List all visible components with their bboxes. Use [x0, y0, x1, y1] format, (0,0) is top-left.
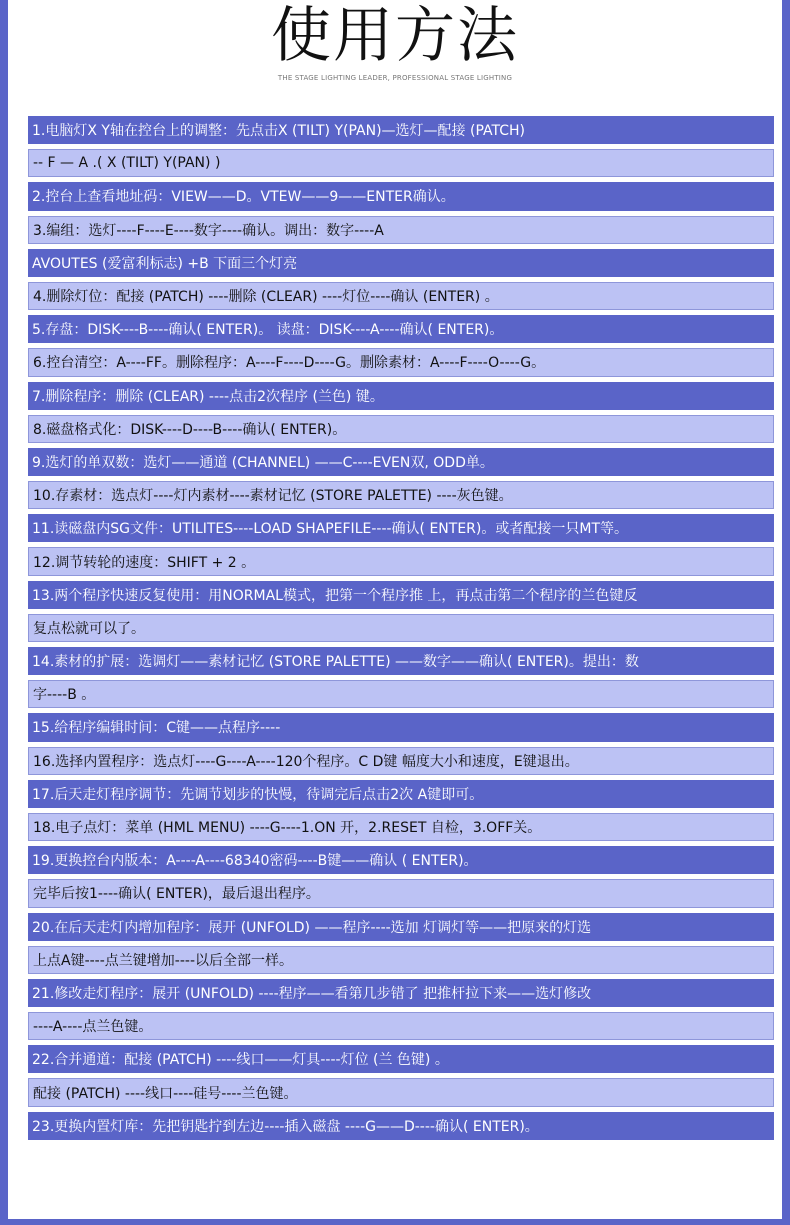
instruction-row — [28, 182, 774, 210]
instruction-text: 8.磁盘格式化：DISK----D----B----确认( ENTER)。 — [33, 421, 347, 438]
left-border — [0, 0, 8, 1225]
instruction-row — [28, 713, 774, 741]
instruction-row — [28, 315, 774, 343]
instruction-text: 21.修改走灯程序：展开 (UNFOLD) ----程序——看第几步错了 把推杆拉下来——选灯修改 — [32, 985, 592, 1002]
instruction-row — [28, 216, 774, 244]
instruction-row — [28, 913, 774, 941]
instruction-text: 完毕后按1----确认( ENTER)，最后退出程序。 — [33, 886, 320, 903]
instruction-text: 22.合并通道：配接 (PATCH) ----线口——灯具----灯位 (兰 色键) 。 — [32, 1052, 449, 1069]
instruction-row — [28, 1012, 774, 1040]
instruction-row — [28, 614, 774, 642]
instruction-row — [28, 846, 774, 874]
instruction-text: 12.调节转轮的速度：SHIFT + 2 。 — [33, 554, 256, 571]
instruction-row — [28, 382, 774, 410]
instruction-row — [28, 249, 774, 277]
instruction-row — [28, 979, 774, 1007]
instruction-text: -- F — A .( X (TILT) Y(PAN) ) — [33, 155, 221, 172]
instruction-text: 15.给程序编辑时间：C键——点程序---- — [32, 720, 281, 737]
instruction-row — [28, 747, 774, 775]
instruction-text: AVOUTES (爱富利标志) +B 下面三个灯亮 — [32, 255, 298, 272]
instruction-text: 上点A键----点兰键增加----以后全部一样。 — [33, 952, 293, 969]
instruction-row — [28, 415, 774, 443]
instruction-row — [28, 879, 774, 907]
instruction-row — [28, 581, 774, 609]
instruction-row — [28, 1045, 774, 1073]
instruction-row — [28, 481, 774, 509]
instruction-row — [28, 514, 774, 542]
instruction-row — [28, 547, 774, 575]
instruction-text: 23.更换内置灯库：先把钥匙拧到左边----插入磁盘 ----G——D----确认( ENTER)。 — [32, 1118, 539, 1135]
instruction-list — [28, 116, 774, 1145]
instruction-row — [28, 647, 774, 675]
instruction-text: 16.选择内置程序：选点灯----G----A----120个程序。C D键 幅度大小和速度，E键退出。 — [33, 753, 579, 770]
instruction-text: 3.编组：选灯----F----E----数字----确认。调出：数字----A — [33, 222, 384, 239]
instruction-text: 11.读磁盘内SG文件：UTILITES----LOAD SHAPEFILE----确认( ENTER)。或者配接一只MT等。 — [32, 521, 628, 538]
instruction-row — [28, 448, 774, 476]
instruction-row — [28, 149, 774, 177]
instruction-text: 字----B 。 — [33, 687, 96, 704]
instruction-row — [28, 680, 774, 708]
instruction-text: 20.在后天走灯内增加程序：展开 (UNFOLD) ——程序----选加 灯调灯等——把原来的灯选 — [32, 919, 592, 936]
instruction-row — [28, 282, 774, 310]
instruction-text: 14.素材的扩展：选调灯——素材记忆 (STORE PALETTE) ——数字——确认( ENTER)。提出：数 — [32, 654, 639, 671]
page-title: 使用方法 — [271, 1, 519, 71]
instruction-row — [28, 813, 774, 841]
instruction-text: 9.选灯的单双数：选灯——通道 (CHANNEL) ——C----EVEN双, ODD单。 — [32, 454, 494, 471]
instruction-row — [28, 348, 774, 376]
instruction-row — [28, 780, 774, 808]
bottom-border — [8, 1219, 782, 1225]
instruction-text: 2.控台上查看地址码：VIEW——D。VTEW——9——ENTER确认。 — [32, 189, 455, 206]
page-subtitle: THE STAGE LIGHTING LEADER, PROFESSIONAL STAGE LIGHTING — [277, 74, 513, 82]
instruction-text: 7.删除程序：删除 (CLEAR) ----点击2次程序 (兰色) 键。 — [32, 388, 384, 405]
instruction-text: ----A----点兰色键。 — [33, 1019, 153, 1036]
header — [8, 0, 782, 110]
instruction-text: 4.删除灯位：配接 (PATCH) ----删除 (CLEAR) ----灯位----确认 (ENTER) 。 — [33, 289, 499, 306]
instruction-text: 13.两个程序快速反复使用：用NORMAL模式，把第一个程序推 上，再点击第二个程序的兰色键反 — [32, 587, 638, 604]
instruction-text: 19.更换控台内版本：A----A----68340密码----B键——确认 ( ENTER)。 — [32, 853, 478, 870]
instruction-row — [28, 1078, 774, 1106]
instruction-text: 1.电脑灯X Y轴在控台上的调整：先点击X (TILT) Y(PAN)—选灯—配接 (PATCH) — [32, 123, 525, 140]
instruction-text: 配接 (PATCH) ----线口----硅号----兰色键。 — [33, 1085, 298, 1102]
instruction-text: 5.存盘：DISK----B----确认( ENTER)。 读盘：DISK----A----确认( ENTER)。 — [32, 322, 504, 339]
instruction-text: 10.存素材：选点灯----灯内素材----素材记忆 (STORE PALETTE) ----灰色键。 — [33, 488, 513, 505]
instruction-text: 6.控台清空：A----FF。删除程序：A----F----D----G。删除素材：A----F----O----G。 — [33, 355, 546, 372]
instruction-row — [28, 116, 774, 144]
instruction-text: 复点松就可以了。 — [33, 620, 145, 637]
instruction-text: 17.后天走灯程序调节：先调节划步的快慢，待调完后点击2次 A键即可。 — [32, 786, 484, 803]
instruction-text: 18.电子点灯：菜单 (HML MENU) ----G----1.ON 开，2.RESET 自检，3.OFF关。 — [33, 820, 542, 837]
instruction-row — [28, 1112, 774, 1140]
right-border — [782, 0, 790, 1225]
instruction-row — [28, 946, 774, 974]
